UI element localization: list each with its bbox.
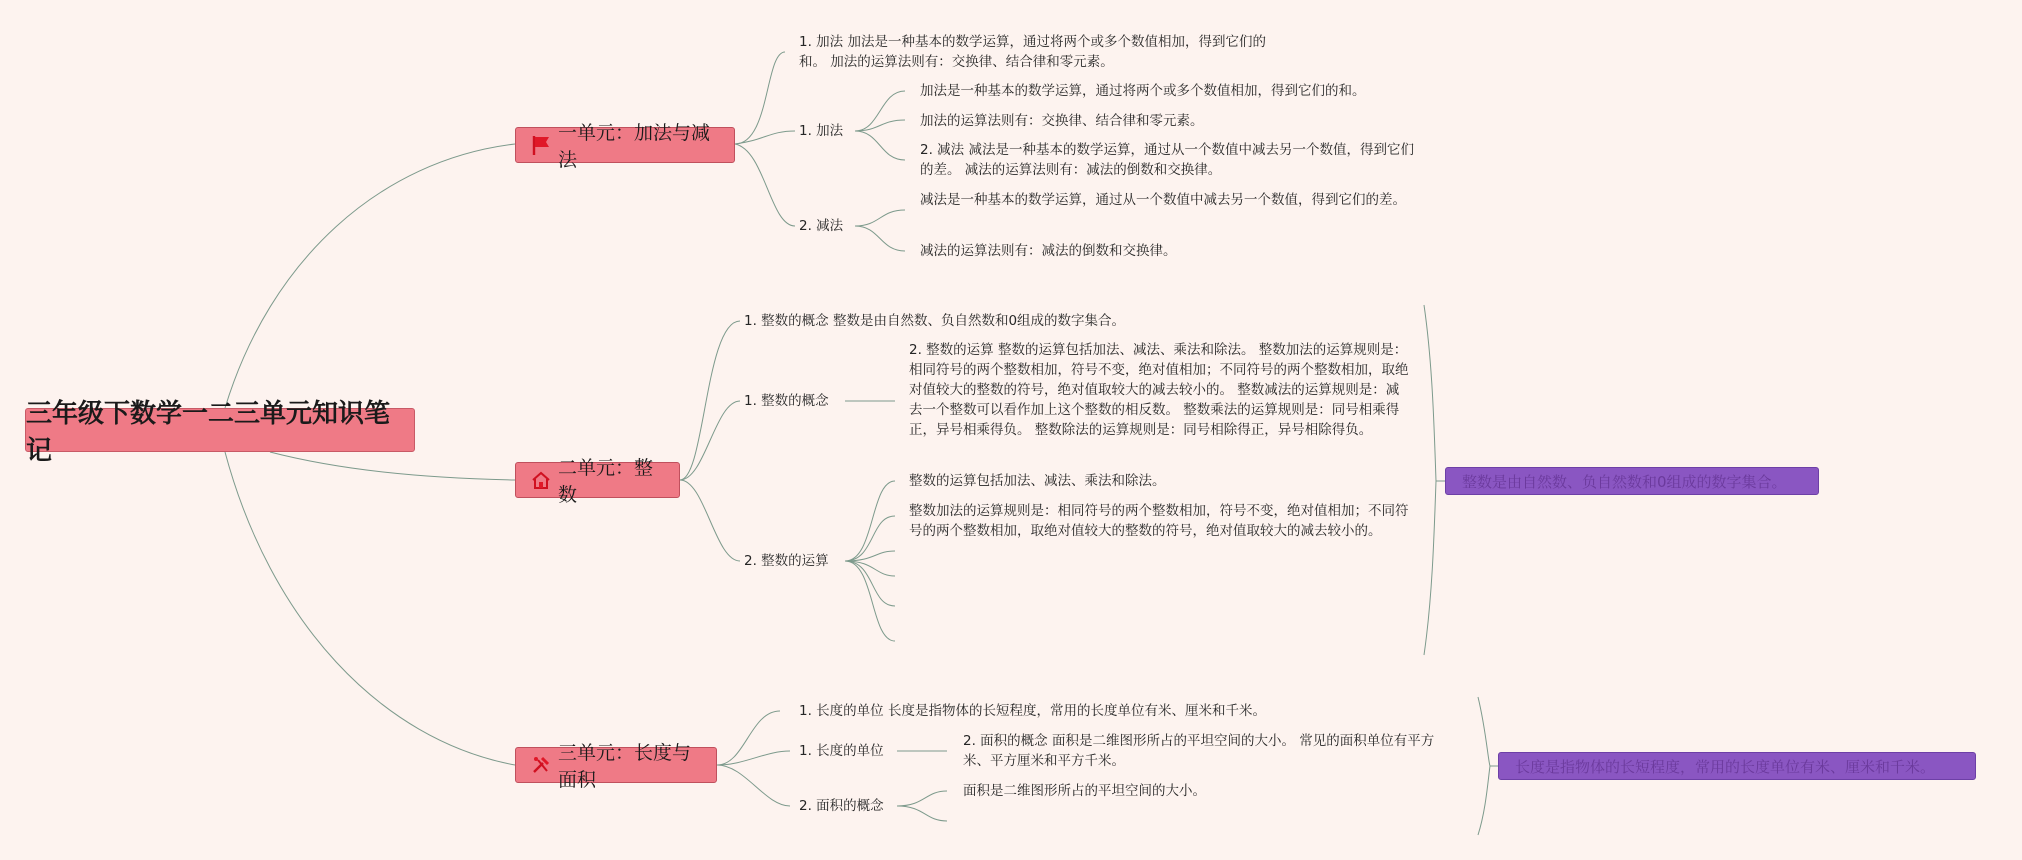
flag-icon (530, 134, 552, 156)
unit-1-item-3[interactable]: 2. 减法 (799, 218, 844, 234)
unit-1-node[interactable] (515, 122, 735, 171)
unit-1-item-2-child-3[interactable]: 2. 减法 减法是一种基本的数学运算，通过从一个数值中减去另一个数值，得到它们的差。 减法的运算法则有：减法的倒数和交换律。 (920, 142, 1414, 178)
unit-2-item-2[interactable]: 1. 整数的概念 (744, 393, 829, 409)
tools-icon (530, 754, 552, 776)
unit-1-item-2-child-2[interactable]: 加法的运算法则有：交换律、结合律和零元素。 (920, 113, 1204, 129)
root-title: 三年级下数学一二三单元知识笔记 (26, 399, 391, 466)
unit-3-item-3-child-1[interactable]: 面积是二维图形所占的平坦空间的大小。 (963, 783, 1206, 799)
unit-3-item-1[interactable]: 1. 长度的单位 长度是指物体的长短程度，常用的长度单位有米、厘米和千米。 (799, 703, 1266, 719)
unit-2-item-3-child-2[interactable]: 整数加法的运算规则是：相同符号的两个整数相加，符号不变，绝对值相加；不同符号的两个整数相加，取绝对值较大的整数的符号，绝对值取较大的减去较小的。 (909, 503, 1409, 539)
unit-3-item-2[interactable]: 1. 长度的单位 (799, 743, 884, 759)
unit-2-summary-text: 整数是由自然数、负自然数和0组成的数字集合。 (1462, 472, 1787, 491)
unit-2-item-3[interactable]: 2. 整数的运算 (744, 553, 829, 569)
unit-3-summary[interactable] (1498, 752, 1976, 780)
unit-2-node[interactable] (515, 457, 680, 506)
unit-2-item-1[interactable]: 1. 整数的概念 整数是由自然数、负自然数和0组成的数字集合。 (744, 313, 1126, 329)
unit-3-item-3[interactable]: 2. 面积的概念 (799, 798, 884, 814)
unit-3-summary-text: 长度是指物体的长短程度，常用的长度单位有米、厘米和千米。 (1515, 757, 1936, 776)
unit-2-summary[interactable] (1445, 467, 1819, 495)
unit-1-item-3-child-2[interactable]: 减法的运算法则有：减法的倒数和交换律。 (920, 243, 1177, 259)
home-icon (530, 469, 552, 491)
unit-3-item-2-child-1[interactable]: 2. 面积的概念 面积是二维图形所占的平坦空间的大小。 常见的面积单位有平方米、平方厘米和平方千米。 (963, 733, 1435, 769)
unit-1-item-1[interactable]: 1. 加法 加法是一种基本的数学运算，通过将两个或多个数值相加，得到它们的和。 加法的运算法则有：交换律、结合律和零元素。 (799, 34, 1266, 70)
unit-1-item-3-child-1[interactable]: 减法是一种基本的数学运算，通过从一个数值中减去另一个数值，得到它们的差。 (920, 192, 1406, 208)
unit-3-label: 三单元：长度与面积 (558, 742, 692, 791)
root-topic[interactable] (25, 399, 415, 466)
unit-1-item-2-child-1[interactable]: 加法是一种基本的数学运算，通过将两个或多个数值相加，得到它们的和。 (920, 83, 1366, 99)
unit-1-item-2[interactable]: 1. 加法 (799, 123, 844, 139)
unit-3-node[interactable] (515, 742, 717, 791)
unit-2-label: 二单元：整数 (558, 457, 654, 506)
unit-2-item-2-child-1[interactable]: 2. 整数的运算 整数的运算包括加法、减法、乘法和除法。 整数加法的运算规则是：相同符号的两个整数相加，符号不变，绝对值相加；不同符号的两个整数相加，取绝对值较大的整数的符号，绝对值取较大的减去较小的。 整数减法的运算规则是：减去一个整数可以看作加上这个整数的相反数。 整数乘法的运算规则是：同号相乘得正，异号相乘得负。 整数除法的运算规则是：同号相除得正，异号相除得负。 (909, 342, 1409, 438)
unit-2-item-3-child-1[interactable]: 整数的运算包括加法、减法、乘法和除法。 (909, 473, 1166, 489)
unit-1-label: 一单元：加法与减法 (558, 122, 711, 171)
